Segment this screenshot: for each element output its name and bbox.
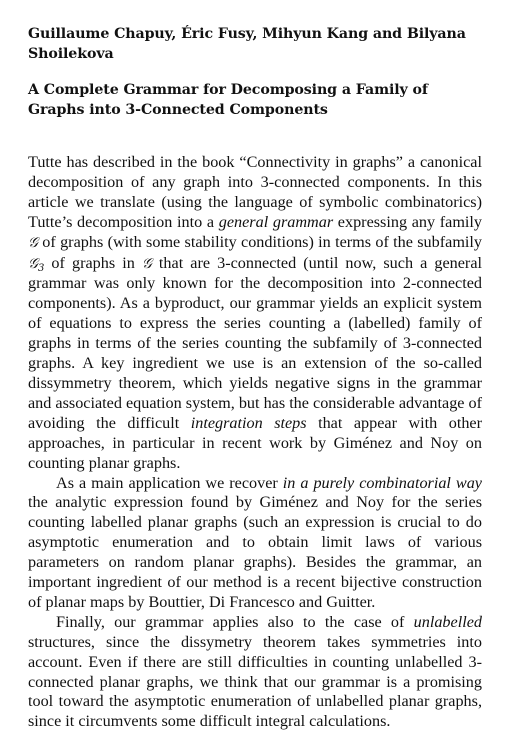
text-run: Finally, our grammar applies also to the case of — [56, 612, 414, 631]
math-symbol-g: 𝒢 — [28, 234, 38, 251]
emphasis: unlabelled — [413, 612, 482, 631]
text-run: of graphs in — [44, 253, 142, 272]
paper-page — [28, 24, 482, 732]
text-run: that appear with other approaches, in particular in recent work by Giménez and Noy on counting planar graphs. — [28, 413, 482, 472]
emphasis: in a purely combinatorial way — [282, 473, 482, 492]
emphasis: general grammar — [218, 212, 334, 231]
text-run: the analytic expression found by Giménez and Noy for the series counting labelled planar graphs (such an expression is crucial to do asymptotic enumeration and to obtain limit laws of various parameters on random planar graphs). Besides the grammar, an important ingredient of our method is a recent bijective construction of planar maps by Bouttier, Di Francesco and Guitter. — [28, 493, 482, 611]
text-run: As a main application we recover — [56, 473, 283, 492]
math-subscript: 3 — [37, 262, 45, 274]
abstract — [28, 153, 482, 732]
emphasis: integration steps — [190, 413, 307, 432]
math-symbol-g3 — [28, 256, 44, 272]
text-run: expressing any family — [333, 212, 483, 231]
abstract-paragraph-3 — [28, 613, 482, 732]
paper-title: A Complete Grammar for Decomposing a Family of Graphs into 3-Connected Components — [28, 82, 428, 118]
text-run: that are 3-connected (until now, such a general grammar was only known for the decomposition into 2-connected components). As a byproduct, our grammar yields an explicit system of equations to express the series counting a (labelled) family of graphs in terms of the series counting the subfamily of 3-connected graphs. A key ingredient we use is an extension of the so-called dissymmetry theorem, which yields negative signs in the grammar and associated equation system, but has the considerable advantage of avoiding the difficult — [28, 253, 483, 432]
author-list: Guillaume Chapuy, Éric Fusy, Mihyun Kang and Bilyana Shoilekova — [28, 26, 466, 62]
math-symbol-g: 𝒢 — [28, 255, 38, 272]
text-run: Tutte has described in the book “Connectivity in graphs” a canonical decomposition of any graph into 3-connected components. In this article we translate (using the language of symbolic combinatorics) Tutte’s decomposition into a — [28, 153, 482, 231]
text-run: of graphs (with some stability conditions) in terms of the subfamily — [37, 232, 482, 251]
abstract-paragraph-2 — [28, 474, 482, 613]
math-symbol-g: 𝒢 — [141, 255, 152, 272]
text-run: structures, since the dissymetry theorem takes symmetries into account. Even if there are still difficulties in counting unlabelled 3-connected planar graphs, we think that our grammar is a promising tool toward the asymptotic enumeration of unlabelled planar graphs, since it circumvents some difficult integral calculations. — [28, 632, 482, 731]
abstract-paragraph-1 — [28, 153, 482, 474]
